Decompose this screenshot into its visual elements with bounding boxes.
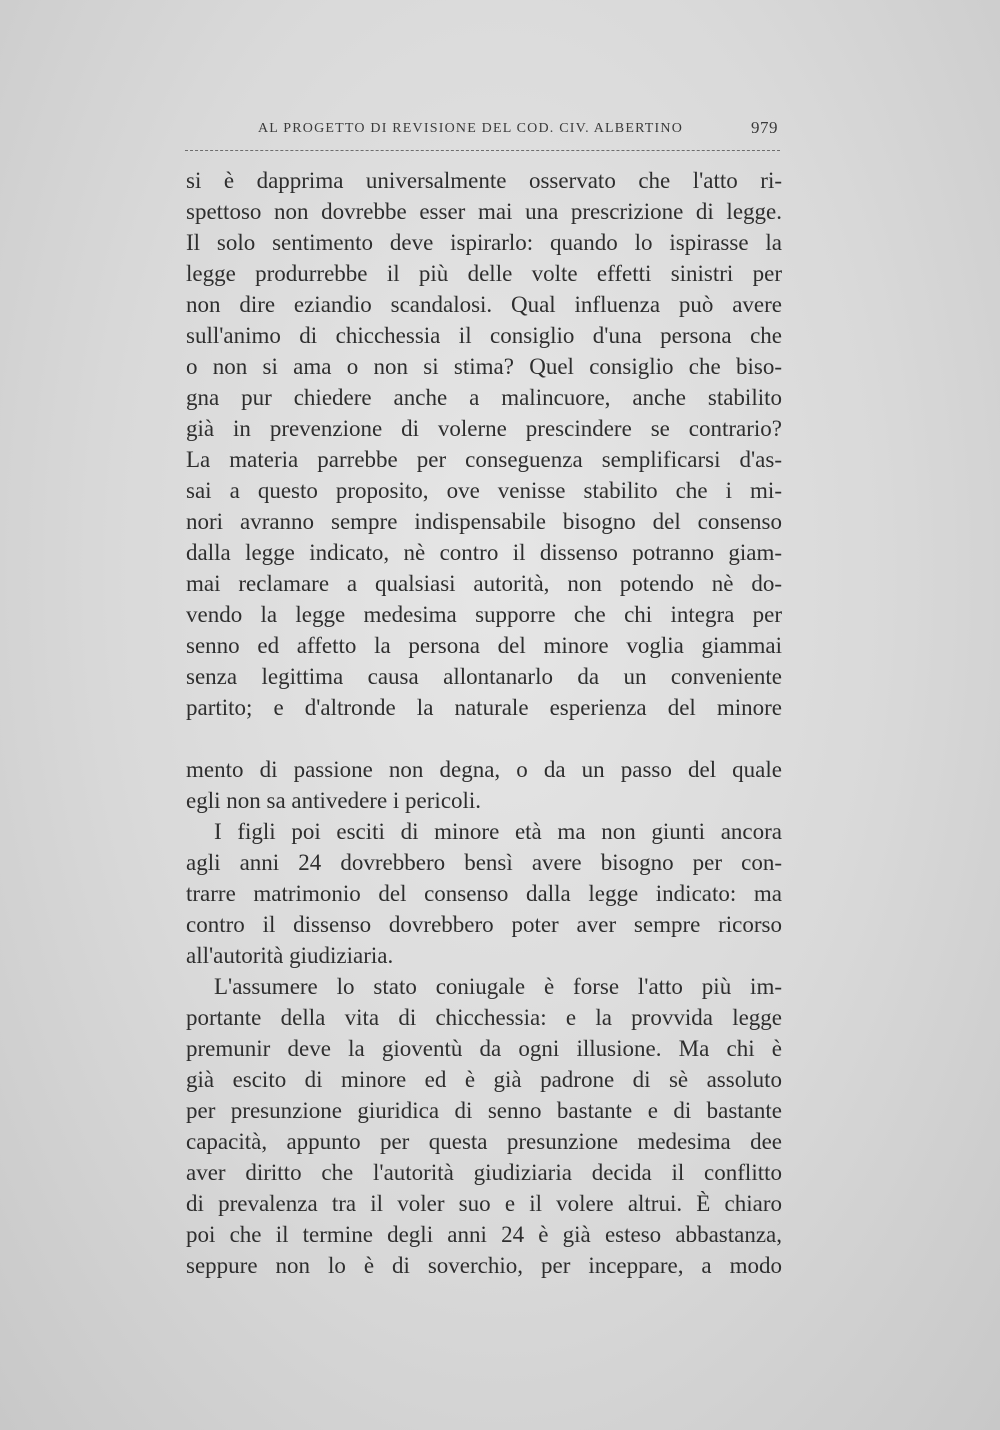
text-line: di prevalenza tra il voler suo e il volere altrui. È chiaro bbox=[186, 1191, 782, 1216]
text-line: nori avranno sempre indispensabile bisogno del consenso bbox=[186, 509, 782, 534]
text-line: senno ed affetto la persona del minore voglia giammai bbox=[186, 633, 782, 658]
text-line: trarre matrimonio del consenso dalla legge indicato: ma bbox=[186, 881, 782, 906]
text-line: dalla legge indicato, nè contro il dissenso potranno giam- bbox=[186, 540, 782, 565]
text-line: spettoso non dovrebbe esser mai una prescrizione di legge. bbox=[186, 199, 782, 224]
text-line-split bbox=[186, 723, 782, 754]
text-line: Il solo sentimento deve ispirarlo: quando lo ispirasse la bbox=[186, 230, 782, 255]
text-line: già in prevenzione di volerne prescindere se contrario? bbox=[186, 416, 782, 441]
text-line: si è dapprima universalmente osservato che l'atto ri- bbox=[186, 168, 782, 193]
text-line: o non si ama o non si stima? Quel consiglio che biso- bbox=[186, 354, 782, 379]
paragraph bbox=[186, 971, 782, 1281]
paragraph bbox=[186, 165, 782, 816]
text-line: contro il dissenso dovrebbero poter aver sempre ricorso bbox=[186, 912, 782, 937]
text-line: capacità, appunto per questa presunzione medesima dee bbox=[186, 1129, 782, 1154]
text-line: I figli poi esciti di minore età ma non giunti ancora bbox=[214, 819, 782, 844]
text-line: non dire eziandio scandalosi. Qual influenza può avere bbox=[186, 292, 782, 317]
text-line: L'assumere lo stato coniugale è forse l'atto più im- bbox=[214, 974, 782, 999]
text-line: agli anni 24 dovrebbero bensì avere bisogno per con- bbox=[186, 850, 782, 875]
text-line: per presunzione giuridica di senno bastante e di bastante bbox=[186, 1098, 782, 1123]
text-line: mento di passione non degna, o da un passo del quale bbox=[186, 757, 782, 782]
text-line: La materia parrebbe per conseguenza semplificarsi d'as- bbox=[186, 447, 782, 472]
page-number: 979 bbox=[751, 118, 778, 137]
text-line: poi che il termine degli anni 24 è già esteso abbastanza, bbox=[186, 1222, 782, 1247]
text-line: portante della vita di chicchessia: e la provvida legge bbox=[186, 1005, 782, 1030]
text-line: vendo la legge medesima supporre che chi integra per bbox=[186, 602, 782, 627]
text-line: sull'animo di chicchessia il consiglio d'una persona che bbox=[186, 323, 782, 348]
text-line: mai reclamare a qualsiasi autorità, non potendo nè do- bbox=[186, 571, 782, 596]
text-line: sai a questo proposito, ove venisse stabilito che i mi- bbox=[186, 478, 782, 503]
text-line: seppure non lo è di soverchio, per inceppare, a modo bbox=[186, 1253, 782, 1278]
text-line: legge produrrebbe il più delle volte effetti sinistri per bbox=[186, 261, 782, 286]
text-line: aver diritto che l'autorità giudiziaria decida il conflitto bbox=[186, 1160, 782, 1185]
header-rule bbox=[185, 150, 780, 151]
text-line: gna pur chiedere anche a malincuore, anche stabilito bbox=[186, 385, 782, 410]
text-line: all'autorità giudiziaria. bbox=[186, 943, 394, 968]
paragraph bbox=[186, 816, 782, 971]
text-line: premunir deve la gioventù da ogni illusione. Ma chi è bbox=[186, 1036, 782, 1061]
running-title: AL PROGETTO DI REVISIONE DEL COD. CIV. ALBERTINO bbox=[258, 121, 684, 136]
text-line: già escito di minore ed è già padrone di sè assoluto bbox=[186, 1067, 782, 1092]
text-line: senza legittima causa allontanarlo da un conveniente bbox=[186, 664, 782, 689]
text-line: partito; e d'altronde la naturale esperienza del minore bbox=[186, 695, 782, 720]
text-line: egli non sa antivedere i pericoli. bbox=[186, 788, 482, 813]
body-text bbox=[186, 165, 782, 1281]
